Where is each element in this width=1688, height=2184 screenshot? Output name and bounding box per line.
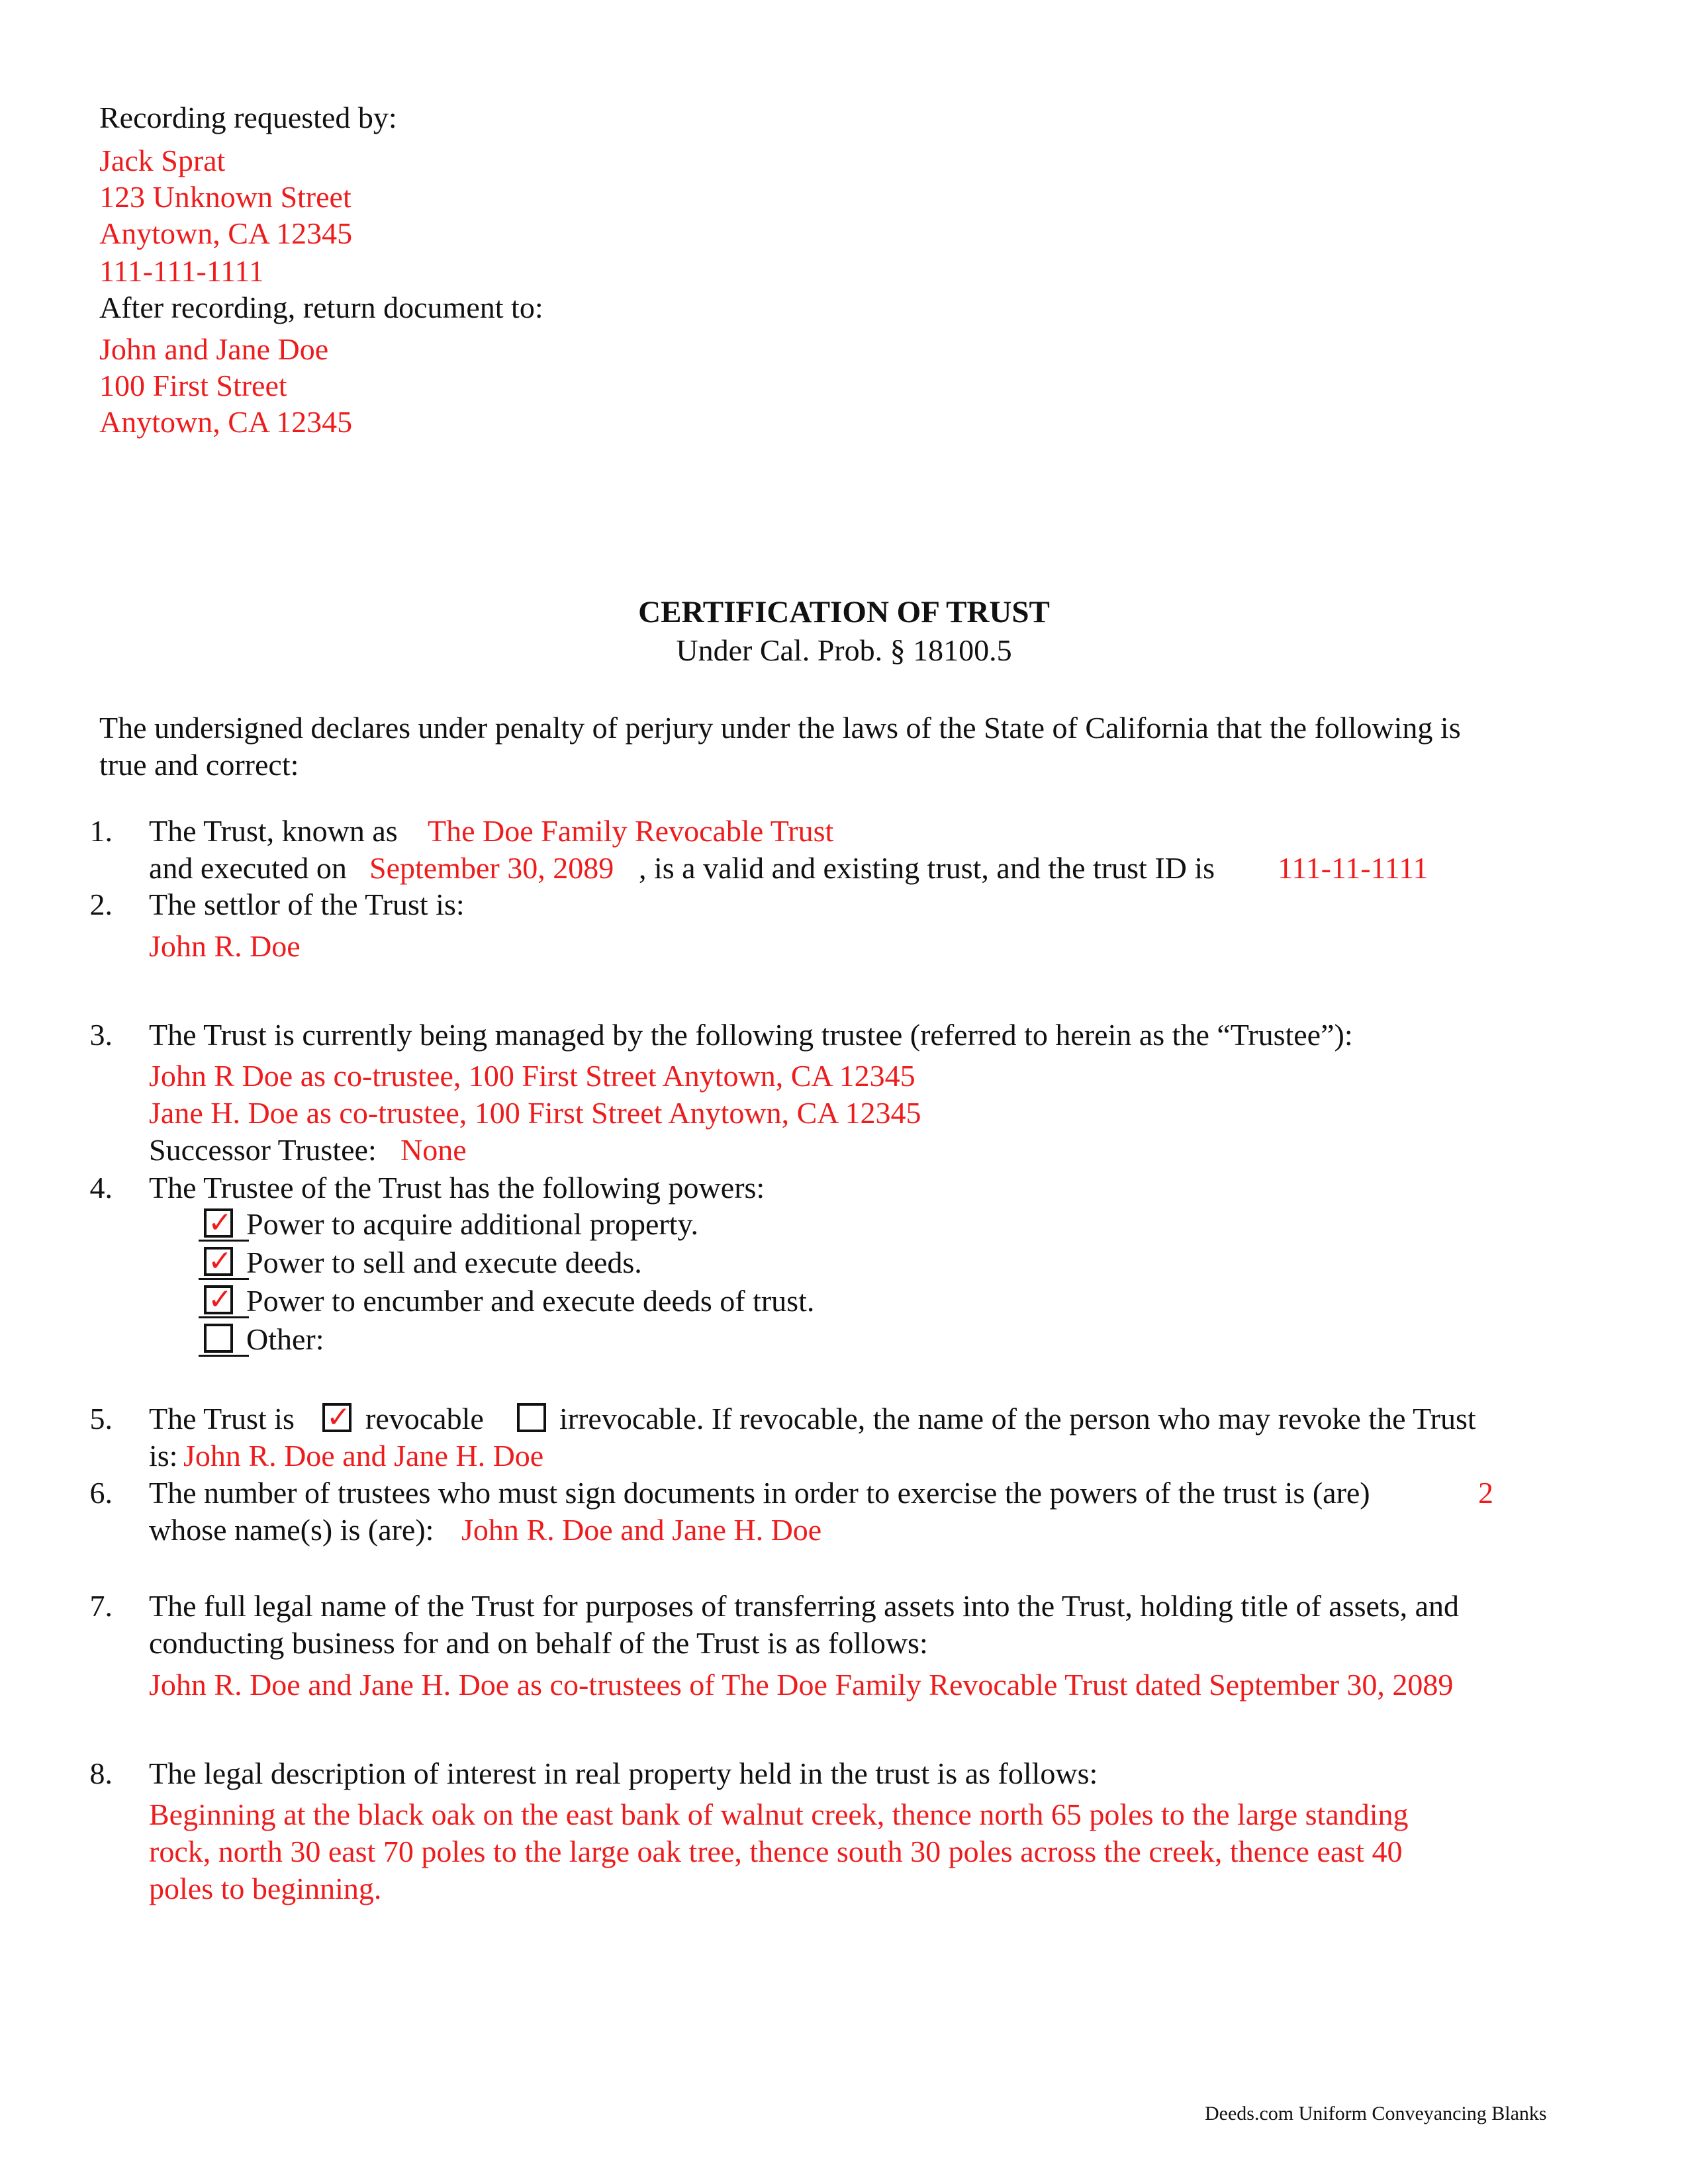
- item-4-number: 4.: [89, 1171, 113, 1205]
- item-5-text-a: The Trust is: [149, 1402, 295, 1435]
- successor-trustee-value: None: [400, 1133, 467, 1167]
- item-1-text-b: and executed on: [149, 851, 347, 885]
- power-sell-label: Power to sell and execute deeds.: [246, 1246, 642, 1279]
- trustee-1-value: John R Doe as co-trustee, 100 First Street Anytown, CA 12345: [149, 1059, 915, 1093]
- return-name: John and Jane Doe: [99, 332, 329, 366]
- return-street: 100 First Street: [99, 369, 287, 402]
- revocable-label: revocable: [365, 1402, 484, 1435]
- requester-name: Jack Sprat: [99, 144, 226, 177]
- power-encumber-checkbox[interactable]: [204, 1285, 233, 1314]
- trust-name-value: The Doe Family Revocable Trust: [428, 814, 834, 848]
- recording-requested-label: Recording requested by:: [99, 101, 397, 134]
- requester-street: 123 Unknown Street: [99, 180, 352, 214]
- item-7-number: 7.: [89, 1589, 113, 1623]
- revocable-checkbox[interactable]: [322, 1400, 352, 1434]
- legal-description-line-3: poles to beginning.: [149, 1872, 382, 1905]
- power-other-checkbox[interactable]: [204, 1324, 233, 1353]
- item-1-text-c: , is a valid and existing trust, and the trust ID is: [639, 851, 1215, 885]
- item-7-text-b: conducting business for and on behalf of the Trust is as follows:: [149, 1626, 928, 1660]
- item-5-text-b: is:: [149, 1439, 178, 1473]
- legal-description-line-2: rock, north 30 east 70 poles to the large oak tree, thence south 30 poles across the creek, thence east 40: [149, 1835, 1403, 1868]
- item-5-number: 5.: [89, 1402, 113, 1435]
- trustee-2-value: Jane H. Doe as co-trustee, 100 First Street Anytown, CA 12345: [149, 1096, 921, 1130]
- power-other-label: Other:: [246, 1322, 324, 1356]
- item-1-number: 1.: [89, 814, 113, 848]
- requester-city: Anytown, CA 12345: [99, 216, 353, 250]
- item-2-number: 2.: [89, 887, 113, 921]
- document-subtitle: Under Cal. Prob. § 18100.5: [676, 633, 1012, 667]
- check-mark-icon: ✓: [208, 1283, 232, 1316]
- item-4-text: The Trustee of the Trust has the following powers:: [149, 1171, 765, 1205]
- signing-trustees-value: John R. Doe and Jane H. Doe: [461, 1513, 822, 1547]
- irrevocable-label: irrevocable. If revocable, the name of the person who may revoke the Trust: [559, 1402, 1476, 1435]
- requester-phone: 111-111-1111: [99, 254, 264, 288]
- intro-line-2: true and correct:: [99, 748, 299, 782]
- power-encumber-label: Power to encumber and execute deeds of trust.: [246, 1284, 815, 1318]
- item-3-number: 3.: [89, 1018, 113, 1052]
- item-6-text-b: whose name(s) is (are):: [149, 1513, 434, 1547]
- legal-description-line-1: Beginning at the black oak on the east bank of walnut creek, thence north 65 poles to the large standing: [149, 1797, 1409, 1831]
- footer-text: Deeds.com Uniform Conveyancing Blanks: [1205, 2103, 1547, 2124]
- execution-date-value: September 30, 2089: [369, 851, 614, 885]
- item-8-number: 8.: [89, 1756, 113, 1790]
- settlor-value: John R. Doe: [149, 929, 301, 963]
- revoker-value: John R. Doe and Jane H. Doe: [183, 1439, 544, 1473]
- return-label: After recording, return document to:: [99, 291, 543, 324]
- trust-id-value: 111-11-1111: [1278, 851, 1429, 885]
- intro-line-1: The undersigned declares under penalty of perjury under the laws of the State of California that the following is: [99, 711, 1461, 745]
- power-acquire-checkbox[interactable]: [204, 1208, 233, 1238]
- trust-legal-name-value: John R. Doe and Jane H. Doe as co-trustees of The Doe Family Revocable Trust dated September 30, 2089: [149, 1668, 1454, 1702]
- successor-trustee-label: Successor Trustee:: [149, 1133, 377, 1167]
- power-sell-checkbox[interactable]: [204, 1244, 233, 1278]
- item-3-text: The Trust is currently being managed by the following trustee (referred to herein as the “Trustee”):: [149, 1018, 1353, 1052]
- item-6-number: 6.: [89, 1476, 113, 1510]
- trustee-count-value: 2: [1478, 1476, 1493, 1510]
- return-city: Anytown, CA 12345: [99, 405, 353, 439]
- check-mark-icon: ✓: [326, 1400, 351, 1434]
- document-title: CERTIFICATION OF TRUST: [638, 595, 1050, 629]
- item-6-text-a: The number of trustees who must sign documents in order to exercise the powers of the trust is (are): [149, 1476, 1370, 1510]
- check-mark-icon: ✓: [208, 1206, 232, 1240]
- power-other-underline: [199, 1355, 249, 1357]
- irrevocable-checkbox[interactable]: [517, 1403, 546, 1432]
- item-2-text: The settlor of the Trust is:: [149, 887, 465, 921]
- item-7-text-a: The full legal name of the Trust for purposes of transferring assets into the Trust, holding title of assets, and: [149, 1589, 1460, 1623]
- item-1-text-a: The Trust, known as: [149, 814, 398, 848]
- item-8-text: The legal description of interest in real property held in the trust is as follows:: [149, 1756, 1098, 1790]
- check-mark-icon: ✓: [208, 1244, 232, 1278]
- power-acquire-label: Power to acquire additional property.: [246, 1207, 698, 1241]
